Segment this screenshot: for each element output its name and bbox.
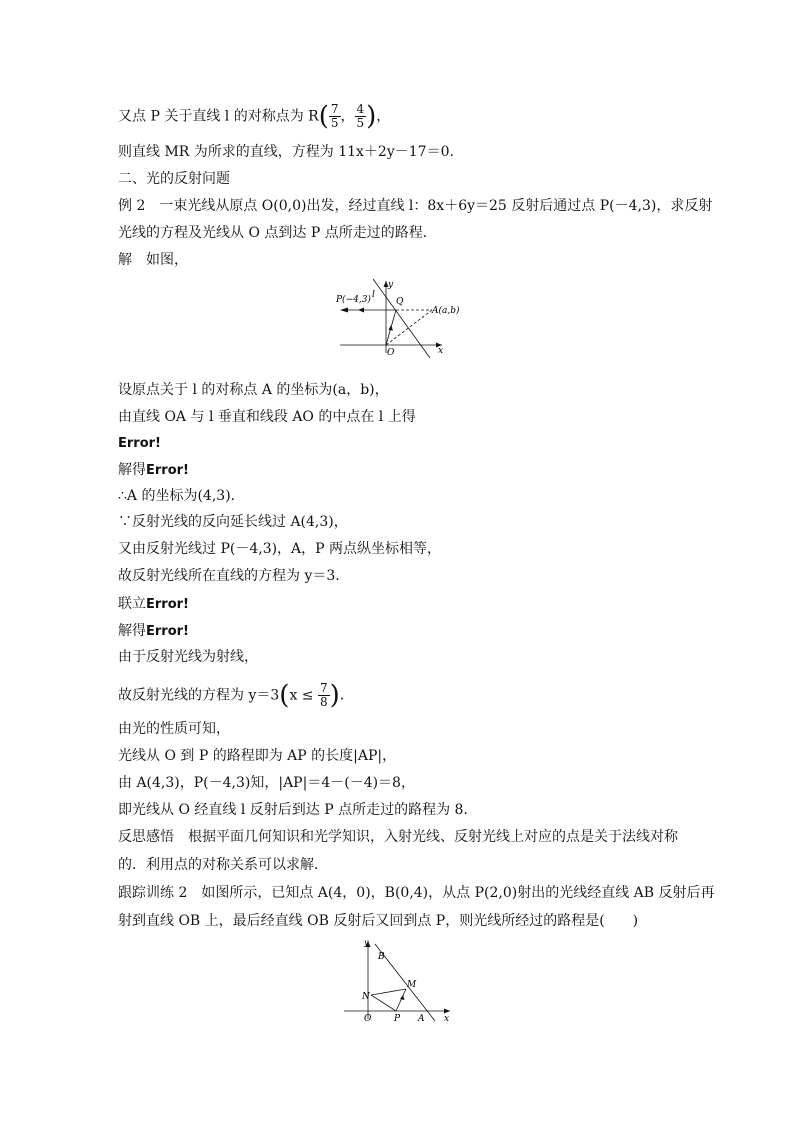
- reflected-ray-mid-arrow: [358, 308, 364, 313]
- label-y: y: [388, 280, 394, 290]
- reflection-note-1: 反思感悟 根据平面几何知识和光学知识，入射光线、反射光线上对应的点是关于法线对称: [118, 829, 678, 845]
- ray-N-to-P: [371, 995, 396, 1011]
- solution-line-11: 由于反射光线为射线，: [118, 649, 258, 665]
- solution-line-15: 由 A(4,3)，P(－4,3)知，|AP|＝4－(－4)＝8，: [118, 775, 415, 791]
- fraction-7-8: $\frac{7}{8}$: [319, 681, 328, 709]
- ray-P-to-M-arrow: [400, 995, 405, 1000]
- label-O: O: [364, 1014, 372, 1024]
- label-B: B: [378, 952, 385, 962]
- solution-line-4: 解得Error!: [118, 462, 189, 478]
- reflected-ray-arrow: [340, 308, 348, 313]
- label-P: P(−4,3): [336, 295, 371, 305]
- solution-line-1: 设原点关于 l 的对称点 A 的坐标为(a，b)，: [118, 382, 389, 398]
- label-M: M: [407, 980, 417, 990]
- solution-line-8: 故反射光线所在直线的方程为 y＝3.: [118, 568, 340, 584]
- exercise-line-2: 射到直线 OB 上，最后经直线 OB 反射后又回到点 P，则光线所经过的路程是( ): [118, 913, 639, 929]
- solution-line-5: ∴A 的坐标为(4,3)．: [118, 488, 245, 504]
- solution-line-9: 联立Error!: [118, 596, 189, 612]
- label-y: y: [364, 938, 369, 947]
- text-line-1: 又点 P 关于直线 l 的对称点为 R( $\frac{7}{5}$ ， $\frac{4}{5}$ )，: [118, 101, 391, 132]
- solution-line-16: 即光线从 O 经直线 l 反射后到达 P 点所走过的路程为 8.: [118, 802, 468, 818]
- solution-line-7: 又由反射光线过 P(－4,3)，A，P 两点纵坐标相等，: [118, 541, 442, 557]
- incident-ray-arrow: [389, 325, 394, 331]
- label-x: x: [438, 346, 444, 356]
- example-2-line-2: 光线的方程及光线从 O 点到达 P 点所走过的路程．: [118, 225, 437, 241]
- label-N: N: [362, 992, 370, 1002]
- label-A: A: [418, 1014, 425, 1024]
- fraction-4-5: $\frac{4}{5}$: [356, 102, 365, 130]
- solution-line-10: 解得Error!: [118, 623, 189, 639]
- label-P: P: [394, 1014, 401, 1024]
- solution-line-13: 由光的性质可知，: [118, 721, 230, 737]
- example-2-line-1: 例 2 一束光线从原点 O(0,0)出发，经过直线 l：8x＋6y＝25 反射后通过点 P(－4,3)，求反射: [118, 198, 713, 214]
- label-O: O: [387, 348, 395, 358]
- error-placeholder-2: Error!: [146, 463, 189, 478]
- x-axis-arrow: [444, 1009, 450, 1014]
- label-x: x: [444, 1014, 450, 1024]
- label-A: A(a,b): [432, 306, 460, 316]
- ray-M-to-N: [371, 989, 406, 995]
- reflection-figure-2: [340, 937, 460, 1025]
- error-placeholder-3: Error!: [146, 597, 189, 612]
- error-placeholder-4: Error!: [146, 624, 189, 639]
- line-l: [373, 279, 430, 358]
- exercise-line-1: 跟踪训练 2 如图所示，已知点 A(4，0)，B(0,4)，从点 P(2,0)射出的光线经直线 AB 反射后再: [118, 885, 715, 901]
- line-1-text: 又点 P 关于直线 l 的对称点为 R: [118, 108, 319, 125]
- solution-intro: 解 如图，: [118, 252, 188, 268]
- label-l: l: [372, 290, 375, 300]
- section-heading: 二、光的反射问题: [118, 171, 230, 187]
- label-Q: Q: [396, 297, 404, 307]
- reflection-note-2: 的．利用点的对称关系可以求解．: [118, 857, 328, 873]
- reflection-figure-1: [330, 275, 470, 375]
- solution-line-2: 由直线 OA 与 l 垂直和线段 AO 的中点在 l 上得: [118, 409, 416, 425]
- solution-line-6: ∵反射光线的反向延长线过 A(4,3)，: [118, 514, 348, 530]
- fraction-7-5: $\frac{7}{5}$: [330, 102, 339, 130]
- dashed-OA: [386, 310, 432, 345]
- error-placeholder-1: Error!: [118, 436, 161, 451]
- text-line-2: 则直线 MR 为所求的直线，方程为 11x＋2y－17＝0.: [118, 144, 454, 160]
- solution-line-14: 光线从 O 到 P 的路程即为 AP 的长度|AP|，: [118, 748, 397, 764]
- solution-line-12: 故反射光线的方程为 y＝3(x ≤ $\frac{7}{8}$ ).: [118, 680, 345, 711]
